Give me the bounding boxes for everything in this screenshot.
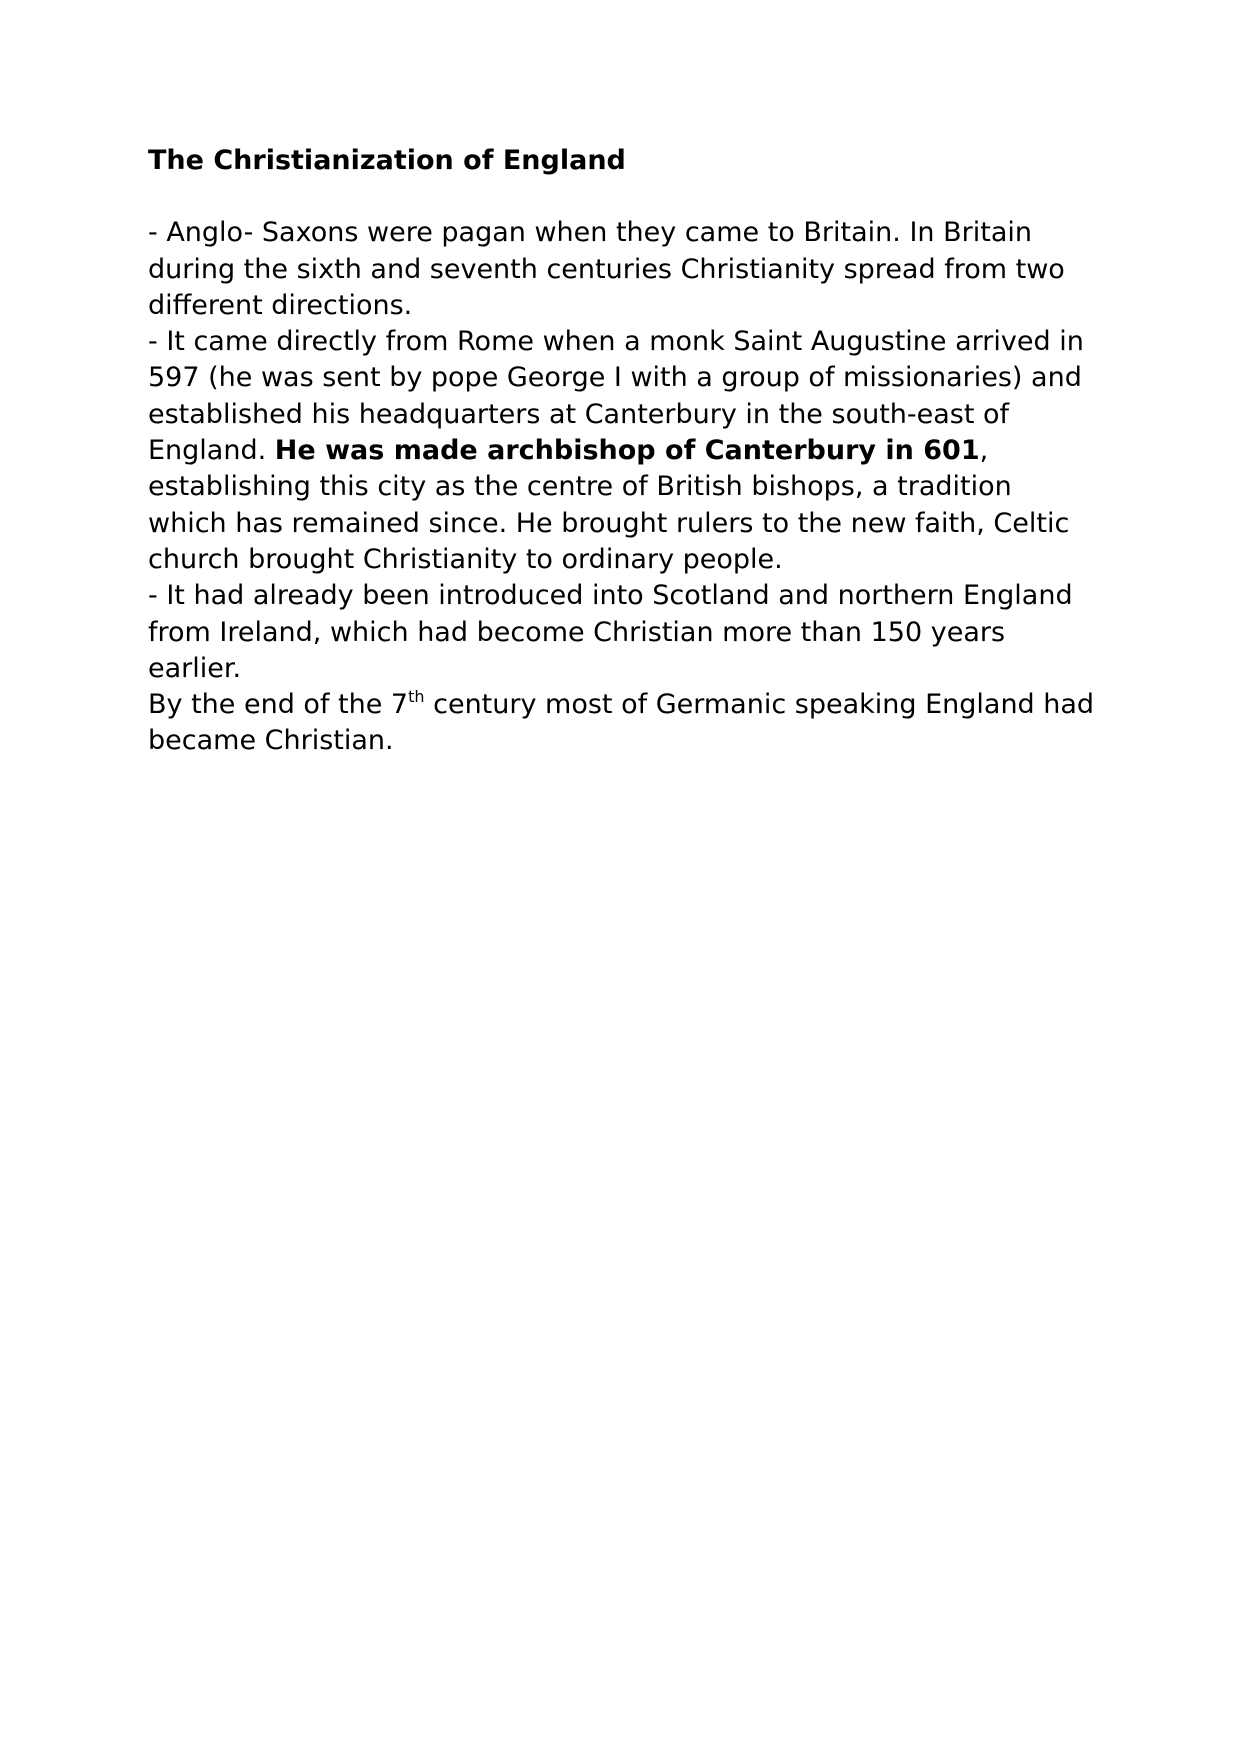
document-body xyxy=(148,143,1098,760)
ordinal-superscript: th xyxy=(408,687,425,707)
paragraph-conclusion xyxy=(148,687,1098,760)
paragraph-ireland: - It had already been introduced into Scotland and northern England from Ireland, which had become Christian more than 150 years earlier. xyxy=(148,580,1073,684)
paragraph-conclusion-start: By the end of the 7 xyxy=(148,689,409,721)
paragraph-anglo-saxons: - Anglo- Saxons were pagan when they came to Britain. In Britain during the sixth and seventh centuries Christianity spread from two different directions. xyxy=(148,217,1065,321)
paragraph-rome xyxy=(148,324,1098,578)
paragraph-conclusion-end: century most of Germanic speaking England had became Christian. xyxy=(148,689,1095,757)
page-title: The Christianization of England xyxy=(148,145,626,176)
archbishop-highlight: He was made archbishop of Canterbury in 601 xyxy=(274,435,980,467)
paragraph-rome-text-start: - It came directly from Rome when a monk Saint Augustine arrived in 597 (he was sent by pope George I with a group of missionaries) and established his headquarters at Canterbury in the south-east of England. xyxy=(148,326,1084,467)
paragraph-rome-text-end: , establishing this city as the centre of British bishops, a tradition which has remained since. He brought rulers to the new faith, Celtic church brought Christianity to ordinary people. xyxy=(148,435,1070,575)
